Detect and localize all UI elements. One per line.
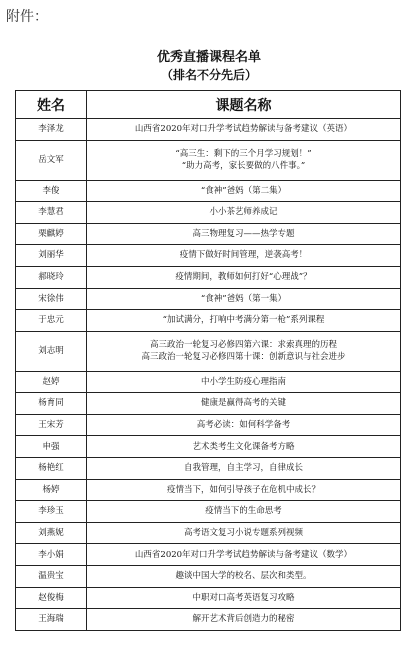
table-row xyxy=(16,609,401,631)
row-name-cell: 李珍玉 xyxy=(16,501,87,523)
table-row xyxy=(16,202,401,224)
column-header-name: 姓名 xyxy=(16,91,87,119)
row-course-cell xyxy=(87,544,401,566)
row-course-cell xyxy=(87,266,401,288)
course-title: “食神”爸妈（第二集） xyxy=(200,185,287,196)
row-name-cell: 王海瑞 xyxy=(16,609,87,631)
attachment-label: 附件： xyxy=(6,9,48,25)
course-title: 高考语文复习小说专题系列视频 xyxy=(183,527,303,538)
row-course-cell xyxy=(87,393,401,415)
table-row xyxy=(16,458,401,480)
course-title: 疫情期间，教师如何打好“心理战”？ xyxy=(175,272,312,283)
row-name-cell: 申强 xyxy=(16,436,87,458)
row-name-cell: 王宋芳 xyxy=(16,414,87,436)
row-name-cell: 杨育同 xyxy=(16,393,87,415)
table-row xyxy=(16,180,401,202)
table-row xyxy=(16,266,401,288)
row-course-cell xyxy=(87,310,401,332)
row-name-cell: 刘燕妮 xyxy=(16,522,87,544)
row-name-cell: 李俊 xyxy=(16,180,87,202)
row-name-cell: 赵婷 xyxy=(16,371,87,393)
row-course-cell xyxy=(87,180,401,202)
row-course-cell xyxy=(87,288,401,310)
row-name-cell: 郝晓玲 xyxy=(16,266,87,288)
course-title: 高考必读：如何科学备考 xyxy=(196,419,291,430)
row-course-cell xyxy=(87,479,401,501)
table-row xyxy=(16,566,401,588)
table-row xyxy=(16,140,401,180)
row-name-cell: 宋徐伟 xyxy=(16,288,87,310)
table-body xyxy=(16,119,401,631)
row-course-cell xyxy=(87,119,401,141)
row-name-cell: 岳文军 xyxy=(16,140,87,180)
row-course-cell xyxy=(87,140,401,180)
row-course-cell xyxy=(87,458,401,480)
course-title: 山西省2020年对口升学考试趋势解读与备考建议（数学） xyxy=(134,549,353,560)
row-course-cell xyxy=(87,587,401,609)
table-row xyxy=(16,245,401,267)
course-title: 趣谈中国大学的校名、层次和类型。 xyxy=(175,571,312,582)
row-course-cell xyxy=(87,436,401,458)
row-course-cell xyxy=(87,371,401,393)
table-row xyxy=(16,522,401,544)
table-row xyxy=(16,587,401,609)
row-course-cell xyxy=(87,566,401,588)
table-row xyxy=(16,119,401,141)
row-name-cell: 李小娟 xyxy=(16,544,87,566)
table-row xyxy=(16,371,401,393)
table-row xyxy=(16,310,401,332)
row-name-cell: 赵俊梅 xyxy=(16,587,87,609)
course-title: 小小茶艺师养成记 xyxy=(209,207,278,218)
row-course-cell xyxy=(87,202,401,224)
table-row xyxy=(16,414,401,436)
row-name-cell: 杨艳红 xyxy=(16,458,87,480)
row-name-cell: 于忠元 xyxy=(16,310,87,332)
row-name-cell: 李泽龙 xyxy=(16,119,87,141)
course-title: 中职对口高考英语复习攻略 xyxy=(192,592,295,603)
table-row xyxy=(16,288,401,310)
course-title: “加试满分，打响中考满分第一枪”系列课程 xyxy=(162,315,325,326)
course-title: 中小学生防疫心理指南 xyxy=(200,376,286,387)
row-course-cell xyxy=(87,501,401,523)
course-title: 疫情当下，如何引导孩子在危机中成长？ xyxy=(166,484,320,495)
course-title: 自我管理，自主学习，自律成长 xyxy=(183,463,303,474)
course-title: 高三政治一轮复习必修四第六课：求索真理的历程 xyxy=(149,339,337,350)
course-title: “助力高考，家长要做的八件事。” xyxy=(181,161,306,172)
course-list-table xyxy=(15,90,401,631)
row-course-cell xyxy=(87,331,401,371)
table-row xyxy=(16,501,401,523)
course-title: 疫情下做好时间管理，逆袭高考！ xyxy=(179,250,308,261)
table-row xyxy=(16,223,401,245)
course-title: 山西省2020年对口升学考试趋势解读与备考建议（英语） xyxy=(134,124,353,135)
course-title: 疫情当下的生命思考 xyxy=(205,506,282,517)
table-row xyxy=(16,331,401,371)
course-title: 健康是赢得高考的关键 xyxy=(200,398,286,409)
document-subtitle: （排名不分先后） xyxy=(160,68,257,82)
row-name-cell: 刘丽华 xyxy=(16,245,87,267)
row-name-cell: 刘志明 xyxy=(16,331,87,371)
row-course-cell xyxy=(87,609,401,631)
table-header-row xyxy=(16,91,401,119)
course-title: 艺术类考生文化课备考方略 xyxy=(192,441,295,452)
row-name-cell: 李慧君 xyxy=(16,202,87,224)
course-title: 解开艺术背后创造力的秘密 xyxy=(192,614,295,625)
row-name-cell: 栗麒婷 xyxy=(16,223,87,245)
row-course-cell xyxy=(87,414,401,436)
table-row xyxy=(16,479,401,501)
table-row xyxy=(16,544,401,566)
row-course-cell xyxy=(87,223,401,245)
row-course-cell xyxy=(87,522,401,544)
document-title: 优秀直播课程名单 xyxy=(156,50,261,65)
row-course-cell xyxy=(87,245,401,267)
course-title: 高三政治一轮复习必修四第十课：创新意识与社会进步 xyxy=(141,352,346,363)
table-row xyxy=(16,436,401,458)
course-title: 高三物理复习——热学专题 xyxy=(192,228,295,239)
course-title: “高三生：剩下的三个月学习规划！” xyxy=(175,148,312,159)
column-header-course: 课题名称 xyxy=(87,91,401,119)
course-title: “食神”爸妈（第一集） xyxy=(200,293,287,304)
table-row xyxy=(16,393,401,415)
row-name-cell: 杨婷 xyxy=(16,479,87,501)
row-name-cell: 温贵宝 xyxy=(16,566,87,588)
